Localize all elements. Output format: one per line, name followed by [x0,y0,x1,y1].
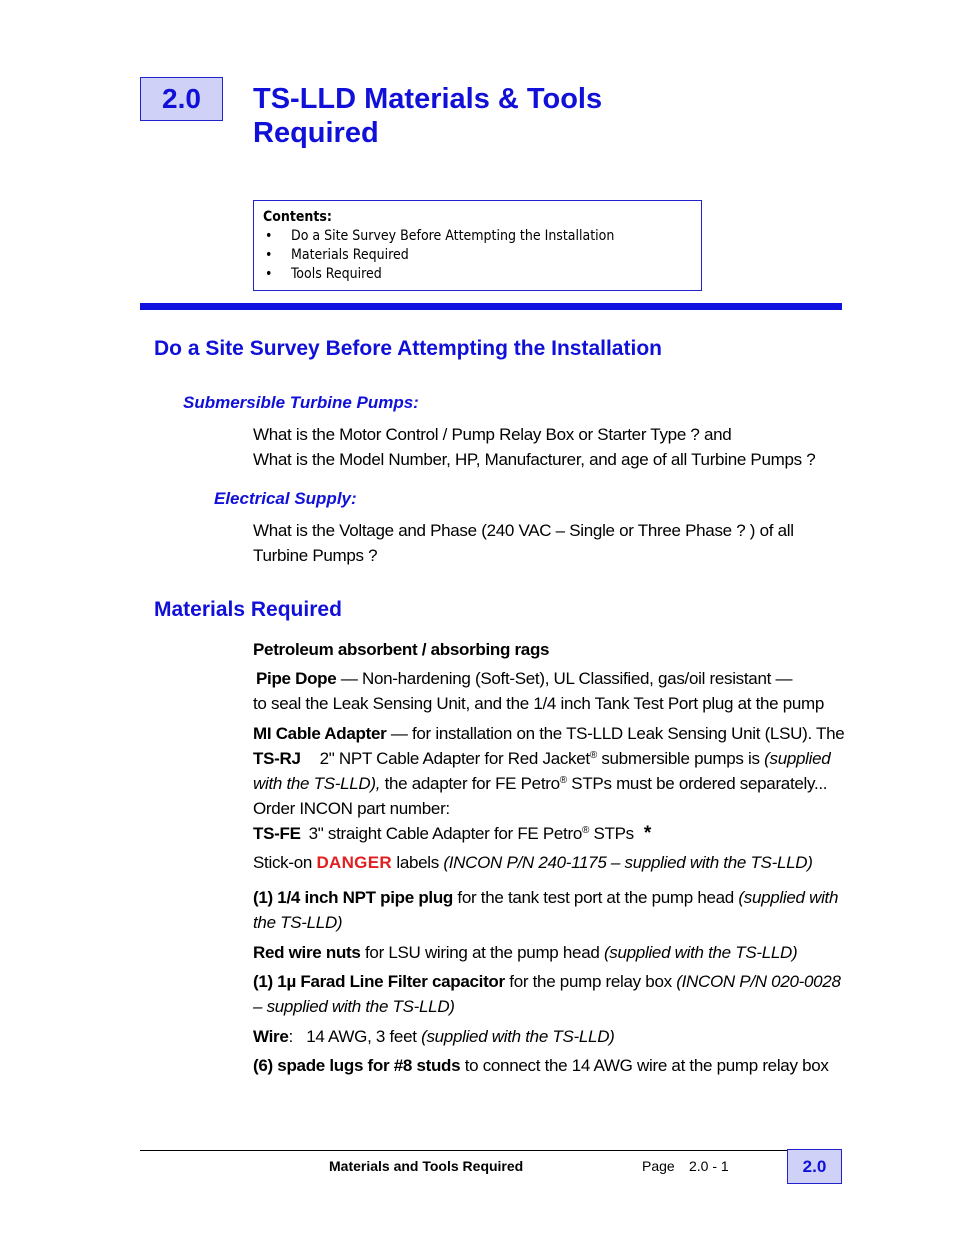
mi-cable-label: MI Cable Adapter [253,724,387,743]
stp-question-1: What is the Motor Control / Pump Relay Box or Starter Type ? and [253,425,732,444]
page-title [253,82,773,150]
contents-item: • Materials Required [263,246,692,265]
mi-cable-item [253,721,853,846]
pipe-plug-text: for the tank test port at the pump head [453,888,739,907]
mi-cable-text: — for installation on the TS-LLD Leak Sensing Unit (LSU). The [386,724,845,743]
pipe-dope-text: — Non-hardening (Soft-Set), UL Classified, gas/oil resistant — [336,669,793,688]
spade-lugs-label: (6) spade lugs for #8 studs [253,1056,461,1075]
pipe-dope-label: Pipe Dope [256,669,337,688]
absorbent-item [253,637,549,662]
chapter-number-badge: 2.0 [140,77,223,121]
pipe-plug-italic-2: the TS-LLD) [253,913,343,932]
footer-rule [140,1150,787,1151]
capacitor-italic-2: – supplied with the TS-LLD) [253,997,455,1016]
danger-labels-item [253,850,853,875]
tsfe-text: 3" straight Cable Adapter for FE Petro [308,824,583,843]
mi-cable-line [253,721,853,746]
footer-section-title: Materials and Tools Required [329,1158,524,1174]
capacitor-line [253,969,853,994]
wire-item [253,1024,853,1049]
fe-text-a: the adapter for FE Petro [380,774,560,793]
contents-list [263,227,692,284]
site-survey-heading: Do a Site Survey Before Attempting the Installation [154,337,662,360]
fe-italic: with the TS-LLD), [253,774,381,793]
wire-nuts-text: for LSU wiring at the pump head [360,943,604,962]
tsrj-line [253,746,853,771]
stp-heading: Submersible Turbine Pumps: [183,393,419,412]
electrical-question-2: Turbine Pumps ? [253,546,378,565]
fe-text-b: STPs must be ordered separately... [566,774,828,793]
wire-text: : 14 AWG, 3 feet [288,1027,422,1046]
capacitor-italic: (INCON P/N 020-0028 [676,972,841,991]
tsfe-label: TS-FE [253,824,301,843]
spade-lugs-item [253,1053,853,1078]
pipe-plug-line-2 [253,910,853,935]
electrical-questions [253,518,843,568]
footer-page-label: Page [642,1158,675,1174]
capacitor-item [253,969,853,1019]
page-title-line1: TS-LLD Materials & Tools [253,83,603,115]
wire-italic: (supplied with the TS-LLD) [421,1027,615,1046]
wire-nuts-italic: (supplied with the TS-LLD) [603,943,798,962]
order-line: Order INCON part number: [253,799,450,818]
registered-mark: ® [582,825,590,836]
danger-word: DANGER [316,853,392,872]
spade-lugs-text: to connect the 14 AWG wire at the pump relay box [460,1056,829,1075]
asterisk-mark: * [643,823,651,844]
contents-heading: Contents: [263,209,332,225]
absorbent-label: Petroleum absorbent / absorbing rags [253,640,550,659]
capacitor-text: for the pump relay box [504,972,677,991]
labels-italic: (INCON P/N 240-1175 – supplied with the TS-LLD) [443,853,813,872]
pipe-plug-item [253,885,853,935]
labels-text: labels [391,853,444,872]
tsrj-italic: (supplied [764,749,831,768]
stp-question-2: What is the Model Number, HP, Manufacturer, and age of all Turbine Pumps ? [253,450,816,469]
wire-nuts-item [253,940,853,965]
electrical-heading: Electrical Supply: [214,489,357,508]
pipe-dope-item [256,666,846,691]
pipe-plug-line [253,885,853,910]
tsrj-text: 2" NPT Cable Adapter for Red Jacket [319,749,590,768]
pipe-plug-label: (1) 1/4 inch NPT pipe plug [253,888,453,907]
tsrj-text-b: submersible pumps is [596,749,765,768]
registered-mark: ® [559,775,567,786]
wire-label: Wire [253,1027,289,1046]
tsrj-label: TS-RJ [253,749,301,768]
contents-box [253,200,702,291]
page-title-line2: Required [253,117,379,149]
contents-item: • Tools Required [263,265,692,284]
registered-mark: ® [589,750,597,761]
capacitor-label: (1) 1µ Farad Line Filter capacitor [253,972,505,991]
tsfe-text-b: STPs [589,824,634,843]
footer-page-number: 2.0 - 1 [689,1158,729,1174]
tsfe-line [253,821,853,846]
pipe-dope-text-2: to seal the Leak Sensing Unit, and the 1/4 inch Tank Test Port plug at the pump [253,694,825,713]
fe-line [253,771,853,796]
contents-item: • Do a Site Survey Before Attempting the Installation [263,227,692,246]
section-divider [140,303,842,310]
pipe-plug-italic: (supplied with [738,888,839,907]
footer-chapter-badge: 2.0 [787,1149,842,1184]
stp-questions [253,422,843,472]
materials-heading: Materials Required [154,598,342,621]
electrical-question-1: What is the Voltage and Phase (240 VAC – Single or Three Phase ? ) of all [253,521,794,540]
wire-nuts-label: Red wire nuts [253,943,361,962]
stick-on-text: Stick-on [253,853,317,872]
capacitor-line-2 [253,994,853,1019]
